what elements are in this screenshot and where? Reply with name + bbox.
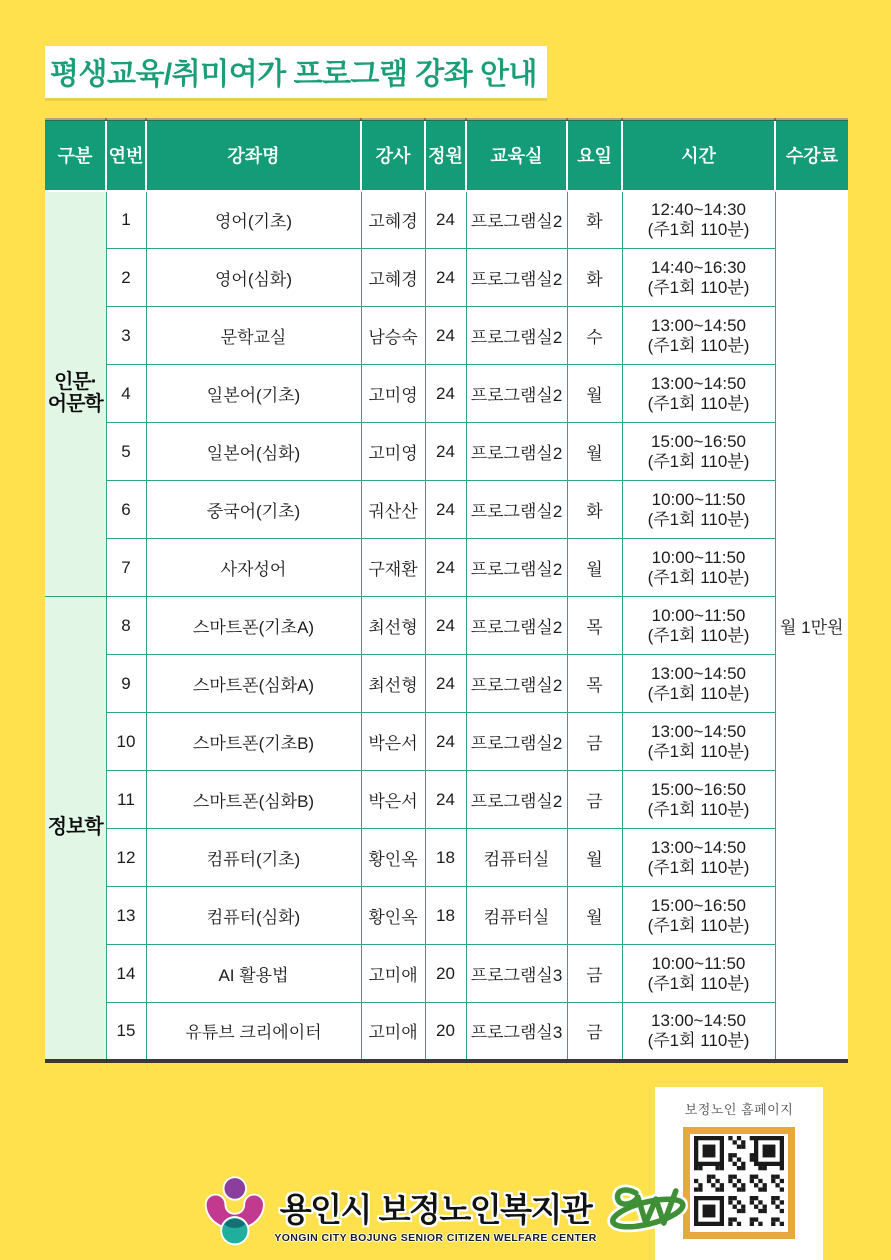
classroom-cell: 컴퓨터실	[466, 887, 567, 945]
table-body	[45, 191, 848, 1061]
classroom-cell: 프로그램실3	[466, 945, 567, 1003]
column-header-2: 강좌명	[146, 120, 361, 191]
time-cell: 13:00~14:50 (주1회 110분)	[622, 1003, 775, 1061]
row-number-cell: 6	[106, 481, 146, 539]
table-row-9	[45, 655, 848, 713]
row-number-cell: 12	[106, 829, 146, 887]
header-row	[45, 120, 848, 191]
classroom-cell: 프로그램실2	[466, 655, 567, 713]
capacity-cell: 24	[425, 539, 466, 597]
instructor-name-cell: 최선형	[361, 655, 425, 713]
row-number-cell: 15	[106, 1003, 146, 1061]
course-name-cell: 영어(기초)	[146, 191, 361, 249]
classroom-cell: 컴퓨터실	[466, 829, 567, 887]
course-name-cell: 사자성어	[146, 539, 361, 597]
column-header-0: 구분	[45, 120, 106, 191]
classroom-cell: 프로그램실2	[466, 539, 567, 597]
instructor-name-cell: 박은서	[361, 713, 425, 771]
time-cell: 13:00~14:50 (주1회 110분)	[622, 655, 775, 713]
time-cell: 10:00~11:50 (주1회 110분)	[622, 597, 775, 655]
classroom-cell: 프로그램실2	[466, 481, 567, 539]
table-row-15	[45, 1003, 848, 1061]
column-header-1: 연번	[106, 120, 146, 191]
time-cell: 12:40~14:30 (주1회 110분)	[622, 191, 775, 249]
capacity-cell: 24	[425, 713, 466, 771]
time-cell: 14:40~16:30 (주1회 110분)	[622, 249, 775, 307]
capacity-cell: 24	[425, 365, 466, 423]
weekday-cell: 금	[567, 713, 622, 771]
capacity-cell: 18	[425, 887, 466, 945]
weekday-cell: 목	[567, 597, 622, 655]
row-number-cell: 10	[106, 713, 146, 771]
course-name-cell: 스마트폰(기초B)	[146, 713, 361, 771]
row-number-cell: 1	[106, 191, 146, 249]
row-number-cell: 13	[106, 887, 146, 945]
table-row-4	[45, 365, 848, 423]
instructor-name-cell: 고미애	[361, 945, 425, 1003]
classroom-cell: 프로그램실2	[466, 307, 567, 365]
table-row-10	[45, 713, 848, 771]
weekday-cell: 월	[567, 887, 622, 945]
weekday-cell: 목	[567, 655, 622, 713]
table-row-2	[45, 249, 848, 307]
table-row-8	[45, 597, 848, 655]
course-name-cell: AI 활용법	[146, 945, 361, 1003]
weekday-cell: 수	[567, 307, 622, 365]
table-row-13	[45, 887, 848, 945]
time-cell: 13:00~14:50 (주1회 110분)	[622, 365, 775, 423]
table-row-5	[45, 423, 848, 481]
course-name-cell: 중국어(기초)	[146, 481, 361, 539]
instructor-name-cell: 황인옥	[361, 887, 425, 945]
tuition-cell: 월 1만원	[775, 191, 848, 1061]
table-head	[45, 120, 848, 191]
table-row-12	[45, 829, 848, 887]
course-name-cell: 스마트폰(심화A)	[146, 655, 361, 713]
instructor-name-cell: 남승숙	[361, 307, 425, 365]
classroom-cell: 프로그램실2	[466, 365, 567, 423]
classroom-cell: 프로그램실2	[466, 713, 567, 771]
time-cell: 13:00~14:50 (주1회 110분)	[622, 829, 775, 887]
time-cell: 15:00~16:50 (주1회 110분)	[622, 423, 775, 481]
weekday-cell: 월	[567, 829, 622, 887]
column-header-4: 정원	[425, 120, 466, 191]
org-name: 용인시 보정노인복지관	[279, 1190, 592, 1228]
row-number-cell: 8	[106, 597, 146, 655]
table-row-11	[45, 771, 848, 829]
time-cell: 10:00~11:50 (주1회 110분)	[622, 539, 775, 597]
capacity-cell: 20	[425, 945, 466, 1003]
table-row-14	[45, 945, 848, 1003]
time-cell: 15:00~16:50 (주1회 110분)	[622, 771, 775, 829]
row-number-cell: 11	[106, 771, 146, 829]
org-subtitle: YONGIN CITY BOJUNG SENIOR CITIZEN WELFARE CENTER	[274, 1231, 597, 1244]
qr-frame	[683, 1127, 795, 1239]
classroom-cell: 프로그램실2	[466, 249, 567, 307]
instructor-name-cell: 최선형	[361, 597, 425, 655]
capacity-cell: 24	[425, 481, 466, 539]
capacity-cell: 24	[425, 597, 466, 655]
program-table	[45, 118, 848, 1063]
course-name-cell: 스마트폰(심화B)	[146, 771, 361, 829]
row-number-cell: 4	[106, 365, 146, 423]
capacity-cell: 18	[425, 829, 466, 887]
course-name-cell: 영어(심화)	[146, 249, 361, 307]
capacity-cell: 24	[425, 771, 466, 829]
weekday-cell: 화	[567, 249, 622, 307]
capacity-cell: 24	[425, 655, 466, 713]
course-name-cell: 일본어(심화)	[146, 423, 361, 481]
classroom-cell: 프로그램실3	[466, 1003, 567, 1061]
course-name-cell: 문학교실	[146, 307, 361, 365]
table-row-1	[45, 191, 848, 249]
row-number-cell: 3	[106, 307, 146, 365]
qr-label: 보정노인 홈페이지	[684, 1102, 794, 1117]
category-cell: 정보학	[45, 597, 106, 1061]
time-cell: 13:00~14:50 (주1회 110분)	[622, 713, 775, 771]
table-row-6	[45, 481, 848, 539]
row-number-cell: 14	[106, 945, 146, 1003]
instructor-name-cell: 고미영	[361, 423, 425, 481]
weekday-cell: 금	[567, 945, 622, 1003]
column-header-5: 교육실	[466, 120, 567, 191]
row-number-cell: 9	[106, 655, 146, 713]
classroom-cell: 프로그램실2	[466, 771, 567, 829]
row-number-cell: 7	[106, 539, 146, 597]
table-row-7	[45, 539, 848, 597]
weekday-cell: 화	[567, 481, 622, 539]
weekday-cell: 금	[567, 1003, 622, 1061]
column-header-3: 강사	[361, 120, 425, 191]
time-cell: 10:00~11:50 (주1회 110분)	[622, 945, 775, 1003]
instructor-name-cell: 궈산산	[361, 481, 425, 539]
capacity-cell: 24	[425, 249, 466, 307]
capacity-cell: 24	[425, 191, 466, 249]
instructor-name-cell: 고미애	[361, 1003, 425, 1061]
course-name-cell: 컴퓨터(심화)	[146, 887, 361, 945]
course-name-cell: 일본어(기초)	[146, 365, 361, 423]
column-header-6: 요일	[567, 120, 622, 191]
column-header-8: 수강료	[775, 120, 848, 191]
time-cell: 10:00~11:50 (주1회 110분)	[622, 481, 775, 539]
instructor-name-cell: 황인옥	[361, 829, 425, 887]
instructor-name-cell: 구재환	[361, 539, 425, 597]
row-number-cell: 2	[106, 249, 146, 307]
time-cell: 13:00~14:50 (주1회 110분)	[622, 307, 775, 365]
capacity-cell: 24	[425, 307, 466, 365]
footer-logo	[203, 1176, 687, 1251]
row-number-cell: 5	[106, 423, 146, 481]
person-logo-icon	[203, 1176, 265, 1251]
category-cell: 인문· 어문학	[45, 191, 106, 597]
table-row-3	[45, 307, 848, 365]
instructor-name-cell: 고미영	[361, 365, 425, 423]
course-name-cell: 컴퓨터(기초)	[146, 829, 361, 887]
classroom-cell: 프로그램실2	[466, 191, 567, 249]
qr-code-icon	[694, 1136, 784, 1231]
weekday-cell: 월	[567, 365, 622, 423]
column-header-7: 시간	[622, 120, 775, 191]
weekday-cell: 화	[567, 191, 622, 249]
time-cell: 15:00~16:50 (주1회 110분)	[622, 887, 775, 945]
capacity-cell: 24	[425, 423, 466, 481]
weekday-cell: 금	[567, 771, 622, 829]
capacity-cell: 20	[425, 1003, 466, 1061]
instructor-name-cell: 고혜경	[361, 191, 425, 249]
instructor-name-cell: 고혜경	[361, 249, 425, 307]
page-title: 평생교육/취미여가 프로그램 강좌 안내	[45, 46, 547, 98]
swoosh-logo-icon	[606, 1179, 688, 1248]
course-name-cell: 스마트폰(기초A)	[146, 597, 361, 655]
classroom-cell: 프로그램실2	[466, 597, 567, 655]
weekday-cell: 월	[567, 423, 622, 481]
course-name-cell: 유튜브 크리에이터	[146, 1003, 361, 1061]
weekday-cell: 월	[567, 539, 622, 597]
instructor-name-cell: 박은서	[361, 771, 425, 829]
classroom-cell: 프로그램실2	[466, 423, 567, 481]
